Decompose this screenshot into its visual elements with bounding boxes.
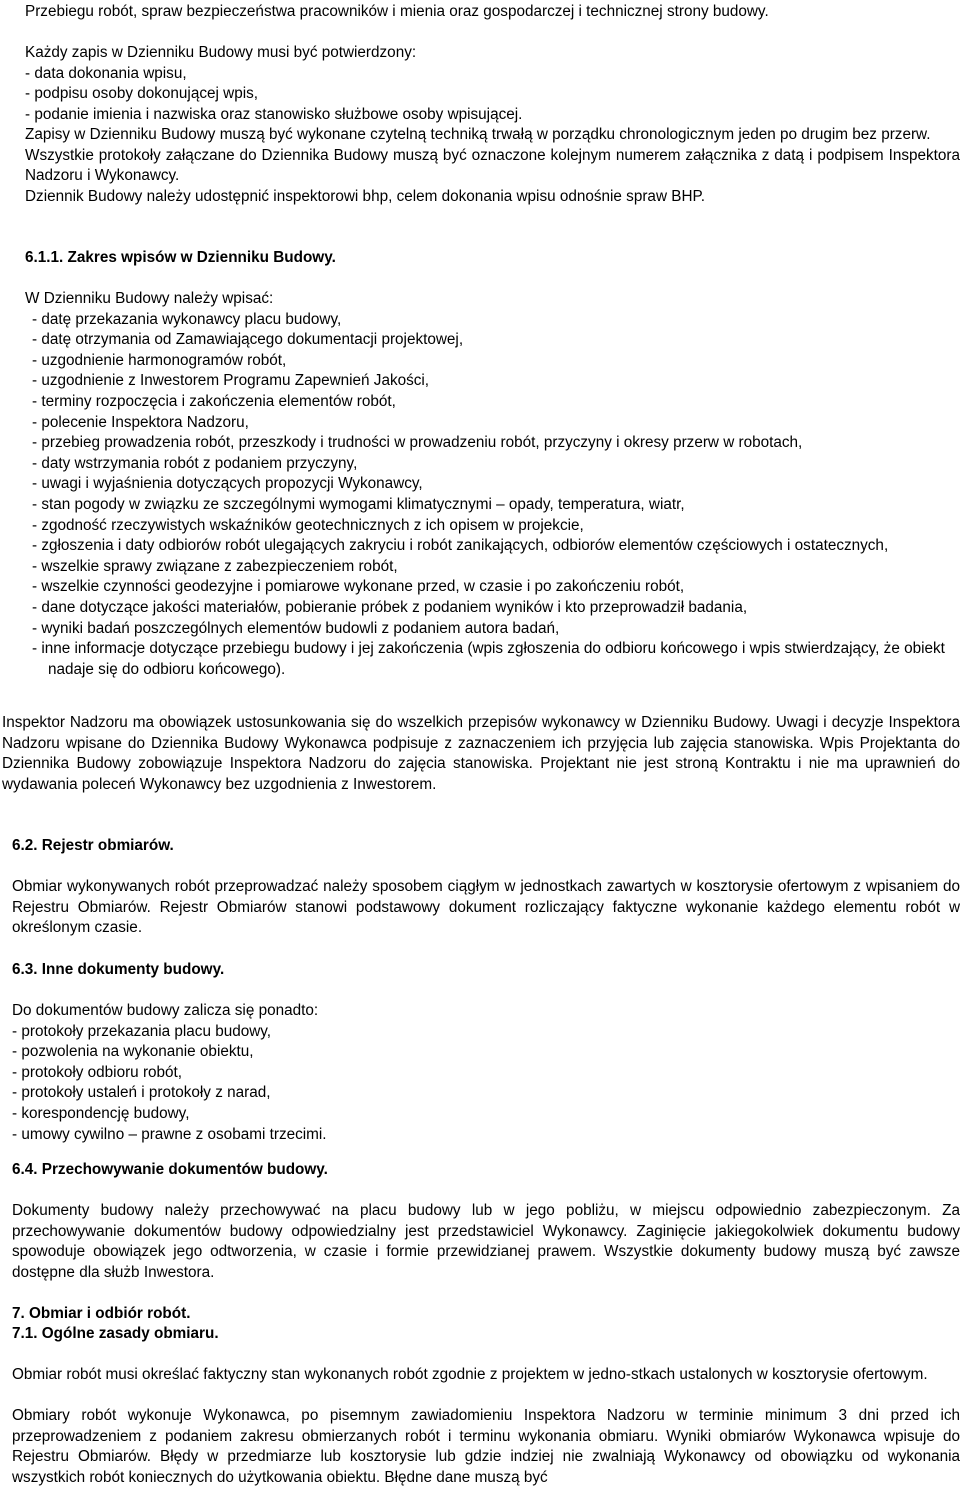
list-item: - wyniki badań poszczególnych elementów budowli z podaniem autora badań, <box>32 619 560 637</box>
list-item: - stan pogody w związku ze szczególnymi wymogami klimatycznymi – opady, temperatura, wiatr, <box>32 495 685 513</box>
paragraph: Inspektor Nadzoru ma obowiązek ustosunkowania się do wszelkich przepisów wykonawcy w Dzienniku Budowy. Uwagi i decyzje Inspektora Nadzoru wpisane do Dziennika Budowy Wykonawca podpisuje z zaznaczeniem ich przyjęcia lub zajęcia stanowiska. Wpis Projektanta do Dziennika Budowy zobowiązuje Inspektora Nadzoru do zajęcia stanowiska. Projektant nie jest stroną Kontraktu i nie ma uprawnień do wydawania poleceń Wykonawcy bez uzgodnienia z Inwestorem. <box>2 714 960 793</box>
list-item: - zgodność rzeczywistych wskaźników geotechnicznych z ich opisem w projekcie, <box>32 516 584 534</box>
list-item: - terminy rozpoczęcia i zakończenia elementów robót, <box>32 392 396 410</box>
inspector-paragraph <box>2 713 960 795</box>
other-documents-list <box>12 1001 952 1145</box>
text-line: Przebiegu robót, spraw bezpieczeństwa pracowników i mienia oraz gospodarczej i technicznej strony budowy. <box>25 3 769 20</box>
list-item: - data dokonania wpisu, <box>25 64 187 82</box>
section-heading-6-2: 6.2. Rejestr obmiarów. <box>12 837 174 854</box>
list-item: - wszelkie sprawy związane z zabezpieczeniem robót, <box>32 557 398 575</box>
diary-rules <box>25 125 960 207</box>
list-item: - uwagi i wyjaśnienia dotyczących propozycji Wykonawcy, <box>32 475 423 493</box>
measurement-principles-paragraph <box>12 1365 960 1386</box>
list-item: - podanie imienia i nazwiska oraz stanowisko służbowe osoby wpisującej. <box>25 105 523 123</box>
list-item: - protokoły ustaleń i protokoły z narad, <box>12 1084 271 1102</box>
section-heading-6-3: 6.3. Inne dokumenty budowy. <box>12 961 225 978</box>
paragraph: Zapisy w Dzienniku Budowy muszą być wykonane czytelną techniką trwałą w porządku chronologicznym jeden po drugim bez przerw. <box>25 126 931 143</box>
list-item: - pozwolenia na wykonanie obiektu, <box>12 1043 254 1061</box>
section-heading-6-4: 6.4. Przechowywanie dokumentów budowy. <box>12 1161 328 1178</box>
list-item: - zgłoszenia i daty odbiorów robót ulegających zakryciu i robót zanikających, odbiorów elementów częściowych i ostatecznych, <box>32 537 889 555</box>
list-item: - umowy cywilno – prawne z osobami trzecimi. <box>12 1125 327 1143</box>
list-item: - dane dotyczące jakości materiałów, pobieranie próbek z podaniem wyników i kto przeprowadził badania, <box>32 598 748 616</box>
list-item: - datę przekazania wykonawcy placu budowy, <box>32 310 342 328</box>
section-heading-7: 7. Obmiar i odbiór robót. <box>12 1305 191 1322</box>
measurement-procedure-paragraph <box>12 1406 960 1489</box>
paragraph: Wszystkie protokoły załączane do Dziennika Budowy muszą być oznaczone kolejnym numerem załącznika z datą i podpisem Inspektora Nadzoru i Wykonawcy. <box>25 146 960 185</box>
list-item: - datę otrzymania od Zamawiającego dokumentacji projektowej, <box>32 331 464 349</box>
list-item: - przebieg prowadzenia robót, przeszkody i trudności w prowadzeniu robót, przyczyny i okresy przerw w robotach, <box>32 434 803 452</box>
paragraph: Obmiar wykonywanych robót przeprowadzać należy sposobem ciągłym w jednostkach zawartych w kosztorysie ofertowym z wpisaniem do Rejestru Obmiarów. Rejestr Obmiarów stanowi podstawowy dokument rozliczający faktyczne wykonanie każdego elementu robót w określonym czasie. <box>12 878 960 937</box>
diary-entries-list <box>25 289 950 680</box>
list-item: - polecenie Inspektora Nadzoru, <box>32 413 249 431</box>
paragraph: Dokumenty budowy należy przechowywać na placu budowy lub w jego pobliżu, w miejscu odpowiednio zabezpieczonym. Za przechowywanie dokumentów budowy odpowiedzialny jest przedstawiciel Wykonawcy. Zaginięcie jakiegokolwiek dokumentu budowy spowoduje obowiązek jego odtworzenia, w czasie i formie przewidzianej prawem. Wszystkie dokumenty budowy muszą być zawsze dostępne dla służb Inwestora. <box>12 1202 960 1281</box>
list-item: - protokoły odbioru robót, <box>12 1063 183 1081</box>
list-item: - korespondencję budowy, <box>12 1104 190 1122</box>
paragraph: Obmiary robót wykonuje Wykonawca, po pisemnym zawiadomieniu Inspektora Nadzoru w terminie minimum 3 dni przed ich przeprowadzeniem z podaniem zakresu obmierzanych robót i terminu wykonania obmiaru. Wyniki obmiarów Wykonawca wpisuje do Rejestru Obmiarów. Błędy w przedmiarze lub kosztorysie lub gdzie indziej nie zwalniają Wykonawcy od obowiązku od wykonania wszystkich robót koniecznych do użytkowania obiektu. Błędne dane muszą być <box>12 1407 960 1486</box>
list-item: - uzgodnienie harmonogramów robót, <box>32 351 287 369</box>
section-heading-7-1: 7.1. Ogólne zasady obmiaru. <box>12 1325 219 1342</box>
paragraph-przebiegu <box>25 2 960 23</box>
list-intro: Do dokumentów budowy zalicza się ponadto: <box>12 1002 319 1019</box>
paragraph: Obmiar robót musi określać faktyczny stan wykonanych robót zgodnie z projektem w jedno-stkach ustalonych w kosztorysie ofertowym. <box>12 1366 928 1383</box>
paragraph: Dziennik Budowy należy udostępnić inspektorowi bhp, celem dokonania wpisu odnośnie spraw BHP. <box>25 187 705 205</box>
list-intro: W Dzienniku Budowy należy wpisać: <box>25 290 274 307</box>
document-storage-paragraph <box>12 1201 960 1283</box>
list-intro: Każdy zapis w Dzienniku Budowy musi być potwierdzony: <box>25 44 417 61</box>
list-item: - podpisu osoby dokonującej wpis, <box>25 85 258 103</box>
entry-confirmation-list <box>25 43 960 125</box>
list-item: - wszelkie czynności geodezyjne i pomiarowe wykonane przed, w czasie i po zakończeniu robót, <box>32 578 685 596</box>
measurement-register-paragraph <box>12 877 960 939</box>
list-item: - daty wstrzymania robót z podaniem przyczyny, <box>32 454 358 472</box>
section-heading-6-1-1: 6.1.1. Zakres wpisów w Dzienniku Budowy. <box>25 249 336 266</box>
list-item: - uzgodnienie z Inwestorem Programu Zapewnień Jakości, <box>32 372 430 390</box>
list-item: - protokoły przekazania placu budowy, <box>12 1022 272 1040</box>
list-item: - inne informacje dotyczące przebiegu budowy i jej zakończenia (wpis zgłoszenia do odbioru końcowego i wpis stwierdzający, że obiekt nadaje się do odbioru końcowego). <box>32 640 945 678</box>
